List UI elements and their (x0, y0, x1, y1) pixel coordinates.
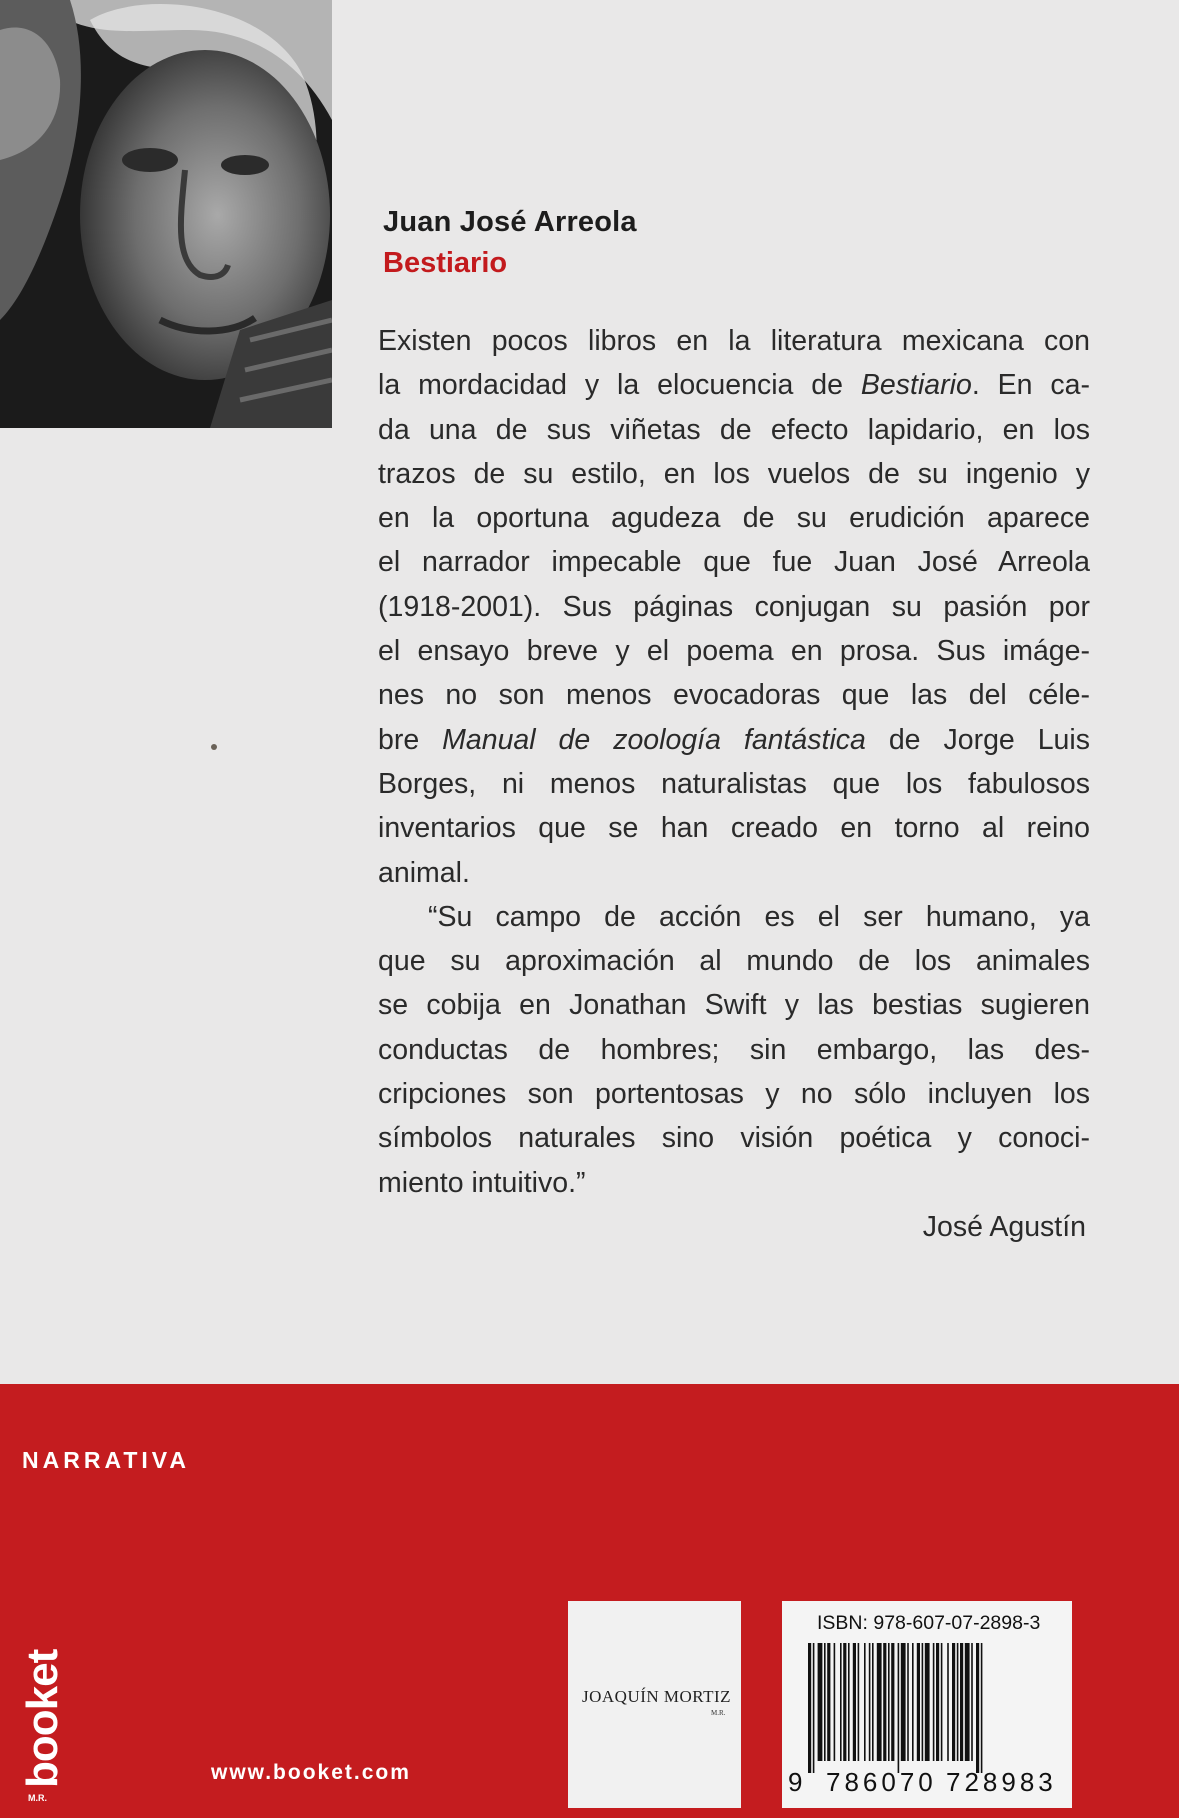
booket-logo-text: booket (18, 1649, 67, 1788)
barcode-bar (936, 1643, 939, 1761)
barcode-bar (965, 1643, 970, 1761)
barcode-bar (957, 1643, 959, 1761)
barcode-bar (858, 1643, 860, 1761)
isbn-box (782, 1601, 1072, 1808)
barcode-bar (824, 1643, 826, 1761)
barcode-bar (808, 1643, 811, 1773)
booket-logo (14, 1600, 74, 1790)
quote-line: conductas de hombres; sin embargo, las des- (378, 1033, 1090, 1066)
body-line: animal. (378, 856, 470, 889)
barcode-bar (840, 1643, 842, 1761)
publisher-mark: M.R. (711, 1709, 726, 1717)
barcode-bar (848, 1643, 850, 1761)
body-line: nes no son menos evocadoras que las del céle- (378, 679, 1090, 712)
barcode-bar (901, 1643, 906, 1761)
barcode-bar (827, 1643, 830, 1761)
quote-line: que su aproximación al mundo de los animales (378, 945, 1090, 978)
barcode-bar (864, 1643, 866, 1761)
quote-line: símbolos naturales sino visión poética y conoci- (378, 1122, 1090, 1155)
body-line: el narrador impecable que fue Juan José Arreola (378, 546, 1090, 579)
quote-line: miento intuitivo.” (378, 1166, 586, 1199)
barcode-bar (981, 1643, 983, 1773)
body-line: en la oportuna agudeza de su erudición aparece (378, 502, 1090, 535)
barcode-bar (947, 1643, 949, 1761)
quote-line: cripciones son portentosas y no sólo incluyen los (378, 1078, 1090, 1111)
barcode-bar (898, 1643, 900, 1773)
barcode-bar (922, 1643, 924, 1761)
body-line: bre Manual de zoología fantástica de Jorge Luis (378, 723, 1090, 756)
barcode-bar (872, 1643, 874, 1761)
body-line: la mordacidad y la elocuencia de Bestiario. En ca- (378, 369, 1090, 402)
publisher-name: JOAQUÍN MORTIZ (582, 1687, 732, 1706)
barcode-bar (952, 1643, 955, 1761)
quote-line: “Su campo de acción es el ser humano, ya (428, 900, 1090, 933)
barcode-bar (941, 1643, 943, 1761)
barcode-bar (960, 1643, 963, 1761)
author-photo (0, 0, 332, 428)
barcode-digit-group: 728983 (946, 1767, 1057, 1797)
barcode-image (808, 1643, 1058, 1773)
booket-mark: M.R. (28, 1793, 47, 1803)
website-link[interactable]: www.booket.com (211, 1761, 411, 1784)
print-speck (211, 744, 217, 750)
body-line: Borges, ni menos naturalistas que los fabulosos (378, 767, 1090, 800)
barcode-bar (877, 1643, 882, 1761)
quote-line: se cobija en Jonathan Swift y las bestias sugieren (378, 989, 1090, 1022)
barcode-bar (813, 1643, 815, 1773)
barcode-bar (971, 1643, 973, 1761)
barcode-bar (912, 1643, 914, 1761)
body-line: el ensayo breve y el poema en prosa. Sus imáge- (378, 635, 1090, 668)
body-line: da una de sus viñetas de efecto lapidario, en los (378, 413, 1090, 446)
body-line: Existen pocos libros en la literatura mexicana con (378, 325, 1090, 357)
barcode-digit-group: 9 (788, 1767, 803, 1797)
barcode-bar (843, 1643, 846, 1761)
barcode-bar (907, 1643, 909, 1761)
barcode-bar (925, 1643, 930, 1761)
barcode-bar (834, 1643, 836, 1761)
barcode-bar (917, 1643, 920, 1761)
author-portrait-image (0, 0, 332, 428)
body-line: inventarios que se han creado en torno al reino (378, 812, 1090, 845)
barcode-bar (869, 1643, 871, 1761)
barcode-bar (853, 1643, 856, 1761)
synopsis (378, 319, 1090, 1249)
barcode-bar (976, 1643, 979, 1773)
barcode-digit-group: 786070 (826, 1767, 937, 1797)
barcode-bar (883, 1643, 886, 1761)
body-line: trazos de su estilo, en los vuelos de su ingenio y (378, 457, 1090, 490)
author-name: Juan José Arreola (383, 206, 637, 238)
barcode-bar (818, 1643, 823, 1761)
series-label: NARRATIVA (22, 1447, 191, 1473)
isbn-label: ISBN: 978-607-07-2898-3 (817, 1612, 1041, 1634)
quote-attribution: José Agustín (922, 1210, 1086, 1243)
barcode-bar (888, 1643, 890, 1761)
barcode-bar (891, 1643, 894, 1761)
barcode-bar (933, 1643, 935, 1761)
book-title: Bestiario (383, 247, 508, 279)
publisher-box (568, 1601, 741, 1808)
body-line: (1918-2001). Sus páginas conjugan su pasión por (378, 590, 1090, 623)
